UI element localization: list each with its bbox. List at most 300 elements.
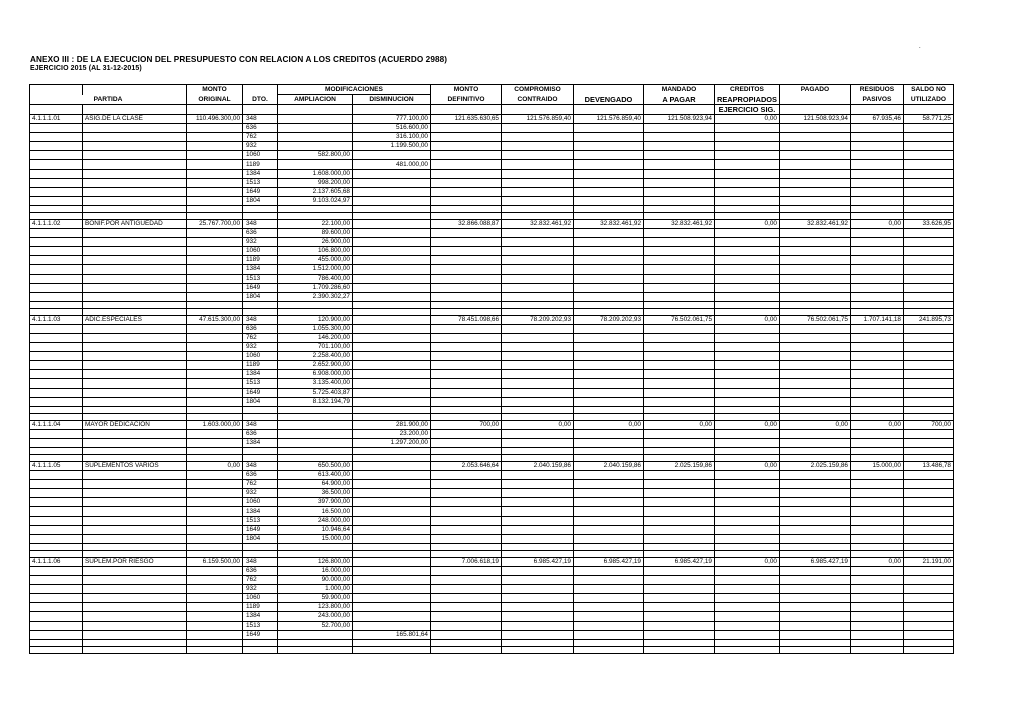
mandado-cell [644,630,715,639]
pagado-cell [779,429,850,438]
ampliacion-cell: 397.900,00 [278,498,353,507]
creditos-cell: 0,00 [715,557,780,566]
empty-cell [715,646,780,653]
empty-cell [779,205,850,212]
partida-name-cell [83,333,187,342]
residuos-cell [850,516,903,525]
partida-name-cell [83,397,187,406]
empty-cell [903,301,953,308]
partida-name-cell: ADIC.ESPECIALES [83,315,187,324]
creditos-cell [715,397,780,406]
empty-cell [574,406,644,413]
empty-cell [187,308,243,315]
disminucion-cell [353,388,431,397]
creditos-cell [715,612,780,621]
table-row [30,594,954,603]
empty-cell [502,448,574,455]
table-row [30,169,954,178]
table-row [30,507,954,516]
ampliacion-cell: 786.400,00 [278,274,353,283]
partida-code-cell [30,238,83,247]
partida-code-cell [30,612,83,621]
ampliacion-cell: 36.500,00 [278,489,353,498]
table-row [30,388,954,397]
saldo-cell [903,498,953,507]
creditos-cell [715,169,780,178]
compromiso-cell [502,169,574,178]
disminucion-cell: 1.199.500,00 [353,142,431,151]
empty-cell [243,205,278,212]
compromiso-cell [502,283,574,292]
saldo-cell [903,274,953,283]
ampliacion-cell: 582.800,00 [278,151,353,160]
pagado-cell [779,178,850,187]
partida-code-cell [30,480,83,489]
devengado-cell [574,247,644,256]
pagado-cell [779,585,850,594]
residuos-cell [850,247,903,256]
disminucion-cell [353,612,431,621]
residuos-cell: 0,00 [850,219,903,228]
monto-original-cell [187,133,243,142]
monto-original-cell [187,178,243,187]
compromiso-cell: 6.985.427,19 [502,557,574,566]
table-row [30,397,954,406]
residuos-cell [850,498,903,507]
empty-cell [574,205,644,212]
empty-cell [502,639,574,646]
empty-cell [353,543,431,550]
mandado-cell [644,178,715,187]
partida-name-cell [83,133,187,142]
dto-cell: 1513 [243,516,278,525]
empty-cell [644,406,715,413]
monto-definitivo-cell [431,516,502,525]
saldo-cell: 58.771,25 [903,115,953,124]
disminucion-cell [353,379,431,388]
saldo-cell: 33.626,95 [903,219,953,228]
disminucion-cell [353,566,431,575]
compromiso-cell [502,247,574,256]
saldo-cell [903,265,953,274]
creditos-cell [715,388,780,397]
pagado-cell [779,594,850,603]
disminucion-cell: 23.200,00 [353,429,431,438]
table-row [30,630,954,639]
devengado-cell [574,498,644,507]
devengado-cell [574,151,644,160]
mandado-cell [644,361,715,370]
table-row [30,429,954,438]
disminucion-cell [353,489,431,498]
table-row [30,178,954,187]
compromiso-cell [502,630,574,639]
devengado-cell [574,379,644,388]
saldo-cell [903,151,953,160]
empty-cell [644,543,715,550]
ampliacion-cell: 64.900,00 [278,480,353,489]
header-saldo: SALDO NO [903,85,953,95]
monto-definitivo-cell [431,256,502,265]
monto-original-cell [187,516,243,525]
creditos-cell [715,621,780,630]
devengado-cell [574,343,644,352]
empty-cell [779,448,850,455]
empty-cell [850,448,903,455]
header-dto-2: DTO. [243,95,278,105]
monto-definitivo-cell: 32.866.088,87 [431,219,502,228]
devengado-cell [574,594,644,603]
dto-cell: 1060 [243,352,278,361]
mandado-cell [644,333,715,342]
saldo-cell [903,142,953,151]
devengado-cell [574,238,644,247]
empty-cell [243,639,278,646]
partida-code-cell [30,498,83,507]
creditos-cell [715,196,780,205]
dto-cell: 1384 [243,507,278,516]
empty-cell [715,205,780,212]
disminucion-cell [353,187,431,196]
header-monto-definitivo: MONTO [431,85,502,95]
pagado-cell [779,498,850,507]
saldo-cell [903,388,953,397]
saldo-cell [903,566,953,575]
disminucion-cell [353,169,431,178]
empty-cell [779,301,850,308]
disminucion-cell [353,576,431,585]
pagado-cell [779,238,850,247]
partida-name-cell [83,229,187,238]
residuos-cell [850,333,903,342]
disminucion-cell [353,498,431,507]
compromiso-cell [502,238,574,247]
empty-cell [278,406,353,413]
partida-name-cell [83,151,187,160]
empty-cell [83,413,187,420]
header-monto-definitivo-2: DEFINITIVO [431,95,502,105]
disminucion-cell [353,462,431,471]
devengado-cell [574,630,644,639]
compromiso-cell [502,525,574,534]
table-row [30,516,954,525]
devengado-cell [574,603,644,612]
residuos-cell [850,229,903,238]
pagado-cell [779,292,850,301]
disminucion-cell [353,274,431,283]
devengado-cell [574,196,644,205]
spacer-row [30,448,954,455]
table-row [30,124,954,133]
header-partida: PARTIDA [30,95,187,105]
mandado-cell [644,283,715,292]
empty-cell [644,639,715,646]
compromiso-cell [502,566,574,575]
monto-definitivo-cell [431,229,502,238]
mandado-cell [644,594,715,603]
pagado-cell [779,370,850,379]
residuos-cell [850,324,903,333]
table-row [30,265,954,274]
mandado-cell [644,238,715,247]
creditos-cell [715,333,780,342]
mandado-cell [644,142,715,151]
disminucion-cell [353,507,431,516]
ampliacion-cell: 10.946,64 [278,525,353,534]
mandado-cell [644,397,715,406]
partida-code-cell [30,429,83,438]
devengado-cell [574,388,644,397]
creditos-cell [715,489,780,498]
partida-code-cell [30,471,83,480]
disminucion-cell: 1.297.200,00 [353,438,431,447]
monto-definitivo-cell [431,612,502,621]
saldo-cell [903,229,953,238]
devengado-cell [574,471,644,480]
residuos-cell [850,525,903,534]
partida-name-cell [83,585,187,594]
empty-cell [243,550,278,557]
mandado-cell [644,603,715,612]
residuos-cell [850,585,903,594]
ampliacion-cell [278,133,353,142]
devengado-cell [574,292,644,301]
partida-code-cell: 4.1.1.1.04 [30,420,83,429]
pagado-cell [779,142,850,151]
devengado-cell [574,480,644,489]
empty-cell [353,639,431,646]
pagado-cell [779,379,850,388]
partida-name-cell: SUPLEM.POR RIESGO [83,557,187,566]
monto-original-cell [187,498,243,507]
partida-code-cell: 4.1.1.1.05 [30,462,83,471]
empty-cell [278,543,353,550]
monto-original-cell [187,265,243,274]
devengado-cell [574,283,644,292]
empty-cell [431,646,502,653]
partida-code-cell: 4.1.1.1.01 [30,115,83,124]
pagado-cell [779,265,850,274]
empty-cell [644,550,715,557]
empty-cell [715,448,780,455]
partida-code-cell [30,525,83,534]
pagado-cell [779,630,850,639]
saldo-cell [903,576,953,585]
monto-definitivo-cell [431,352,502,361]
empty-cell [715,413,780,420]
pagado-cell [779,124,850,133]
mandado-cell: 32.832.461,92 [644,219,715,228]
monto-original-cell [187,274,243,283]
residuos-cell [850,169,903,178]
partida-name-cell [83,361,187,370]
empty-cell [502,212,574,219]
devengado-cell [574,333,644,342]
devengado-cell [574,566,644,575]
partida-name-cell [83,594,187,603]
empty-cell [278,448,353,455]
empty-cell [850,205,903,212]
empty-cell [353,205,431,212]
monto-definitivo-cell: 121.635.630,65 [431,115,502,124]
table-row [30,471,954,480]
partida-code-cell [30,576,83,585]
creditos-cell [715,630,780,639]
empty-cell [574,543,644,550]
partida-code-cell [30,187,83,196]
table-row [30,343,954,352]
disminucion-cell [353,238,431,247]
partida-code-cell [30,333,83,342]
empty-cell [431,455,502,462]
header-filler [83,105,187,115]
disminucion-cell [353,324,431,333]
partida-name-cell [83,324,187,333]
monto-original-cell [187,352,243,361]
compromiso-cell [502,585,574,594]
monto-definitivo-cell [431,324,502,333]
mandado-cell [644,247,715,256]
empty-cell [278,413,353,420]
pagado-cell [779,525,850,534]
creditos-cell [715,594,780,603]
empty-cell [574,448,644,455]
compromiso-cell [502,576,574,585]
empty-cell [83,455,187,462]
empty-cell [644,301,715,308]
residuos-cell [850,238,903,247]
table-row [30,187,954,196]
partida-name-cell [83,516,187,525]
empty-cell [278,205,353,212]
mandado-cell: 6.985.427,19 [644,557,715,566]
pagado-cell: 76.502.061,75 [779,315,850,324]
disminucion-cell [353,471,431,480]
header-mandado-2: A PAGAR [644,95,715,105]
dto-cell: 348 [243,219,278,228]
partida-code-cell [30,630,83,639]
creditos-cell [715,525,780,534]
disminucion-cell: 481.000,00 [353,160,431,169]
table-row [30,324,954,333]
monto-original-cell [187,388,243,397]
monto-definitivo-cell [431,397,502,406]
saldo-cell [903,438,953,447]
empty-cell [83,543,187,550]
empty-cell [353,448,431,455]
empty-cell [644,205,715,212]
saldo-cell [903,603,953,612]
empty-cell [30,646,83,653]
partida-code-cell [30,247,83,256]
mandado-cell [644,429,715,438]
table-row [30,283,954,292]
partida-code-cell [30,196,83,205]
partida-name-cell [83,160,187,169]
creditos-cell [715,534,780,543]
dto-cell: 1189 [243,256,278,265]
creditos-cell [715,256,780,265]
compromiso-cell: 2.040.159,86 [502,462,574,471]
saldo-cell [903,594,953,603]
dto-cell: 1513 [243,274,278,283]
dto-cell: 1384 [243,265,278,274]
compromiso-cell [502,489,574,498]
ampliacion-cell: 9.103.024,97 [278,196,353,205]
header-filler [187,105,243,115]
header-filler [903,105,953,115]
saldo-cell [903,196,953,205]
disminucion-cell [353,151,431,160]
empty-cell [644,646,715,653]
disminucion-cell: 516.600,00 [353,124,431,133]
empty-cell [502,308,574,315]
devengado-cell: 32.832.461,92 [574,219,644,228]
empty-cell [278,550,353,557]
empty-cell [850,455,903,462]
empty-cell [715,212,780,219]
empty-cell [779,543,850,550]
dto-cell: 932 [243,142,278,151]
table-row [30,379,954,388]
empty-cell [83,406,187,413]
monto-original-cell [187,603,243,612]
empty-cell [187,301,243,308]
empty-cell [715,455,780,462]
pagado-cell [779,438,850,447]
disminucion-cell [353,621,431,630]
residuos-cell [850,124,903,133]
empty-cell [243,406,278,413]
ampliacion-cell: 106.800,00 [278,247,353,256]
partida-code-cell [30,489,83,498]
creditos-cell [715,370,780,379]
saldo-cell [903,247,953,256]
disminucion-cell: 165.801,64 [353,630,431,639]
dto-cell: 348 [243,557,278,566]
disminucion-cell [353,219,431,228]
compromiso-cell [502,361,574,370]
partida-name-cell [83,370,187,379]
ampliacion-cell [278,630,353,639]
monto-original-cell [187,361,243,370]
empty-cell [353,406,431,413]
disminucion-cell [353,370,431,379]
saldo-cell [903,169,953,178]
residuos-cell [850,151,903,160]
table-row [30,420,954,429]
mandado-cell [644,274,715,283]
compromiso-cell [502,603,574,612]
monto-original-cell [187,324,243,333]
dto-cell: 1513 [243,379,278,388]
dto-cell: 348 [243,315,278,324]
empty-cell [779,413,850,420]
mandado-cell [644,585,715,594]
table-row [30,612,954,621]
empty-cell [779,455,850,462]
residuos-cell [850,480,903,489]
pagado-cell [779,471,850,480]
monto-original-cell: 0,00 [187,462,243,471]
dto-cell: 636 [243,229,278,238]
monto-original-cell: 1.603.000,00 [187,420,243,429]
ampliacion-cell: 1.000,00 [278,585,353,594]
mandado-cell [644,124,715,133]
compromiso-cell [502,142,574,151]
residuos-cell [850,534,903,543]
empty-cell [715,301,780,308]
